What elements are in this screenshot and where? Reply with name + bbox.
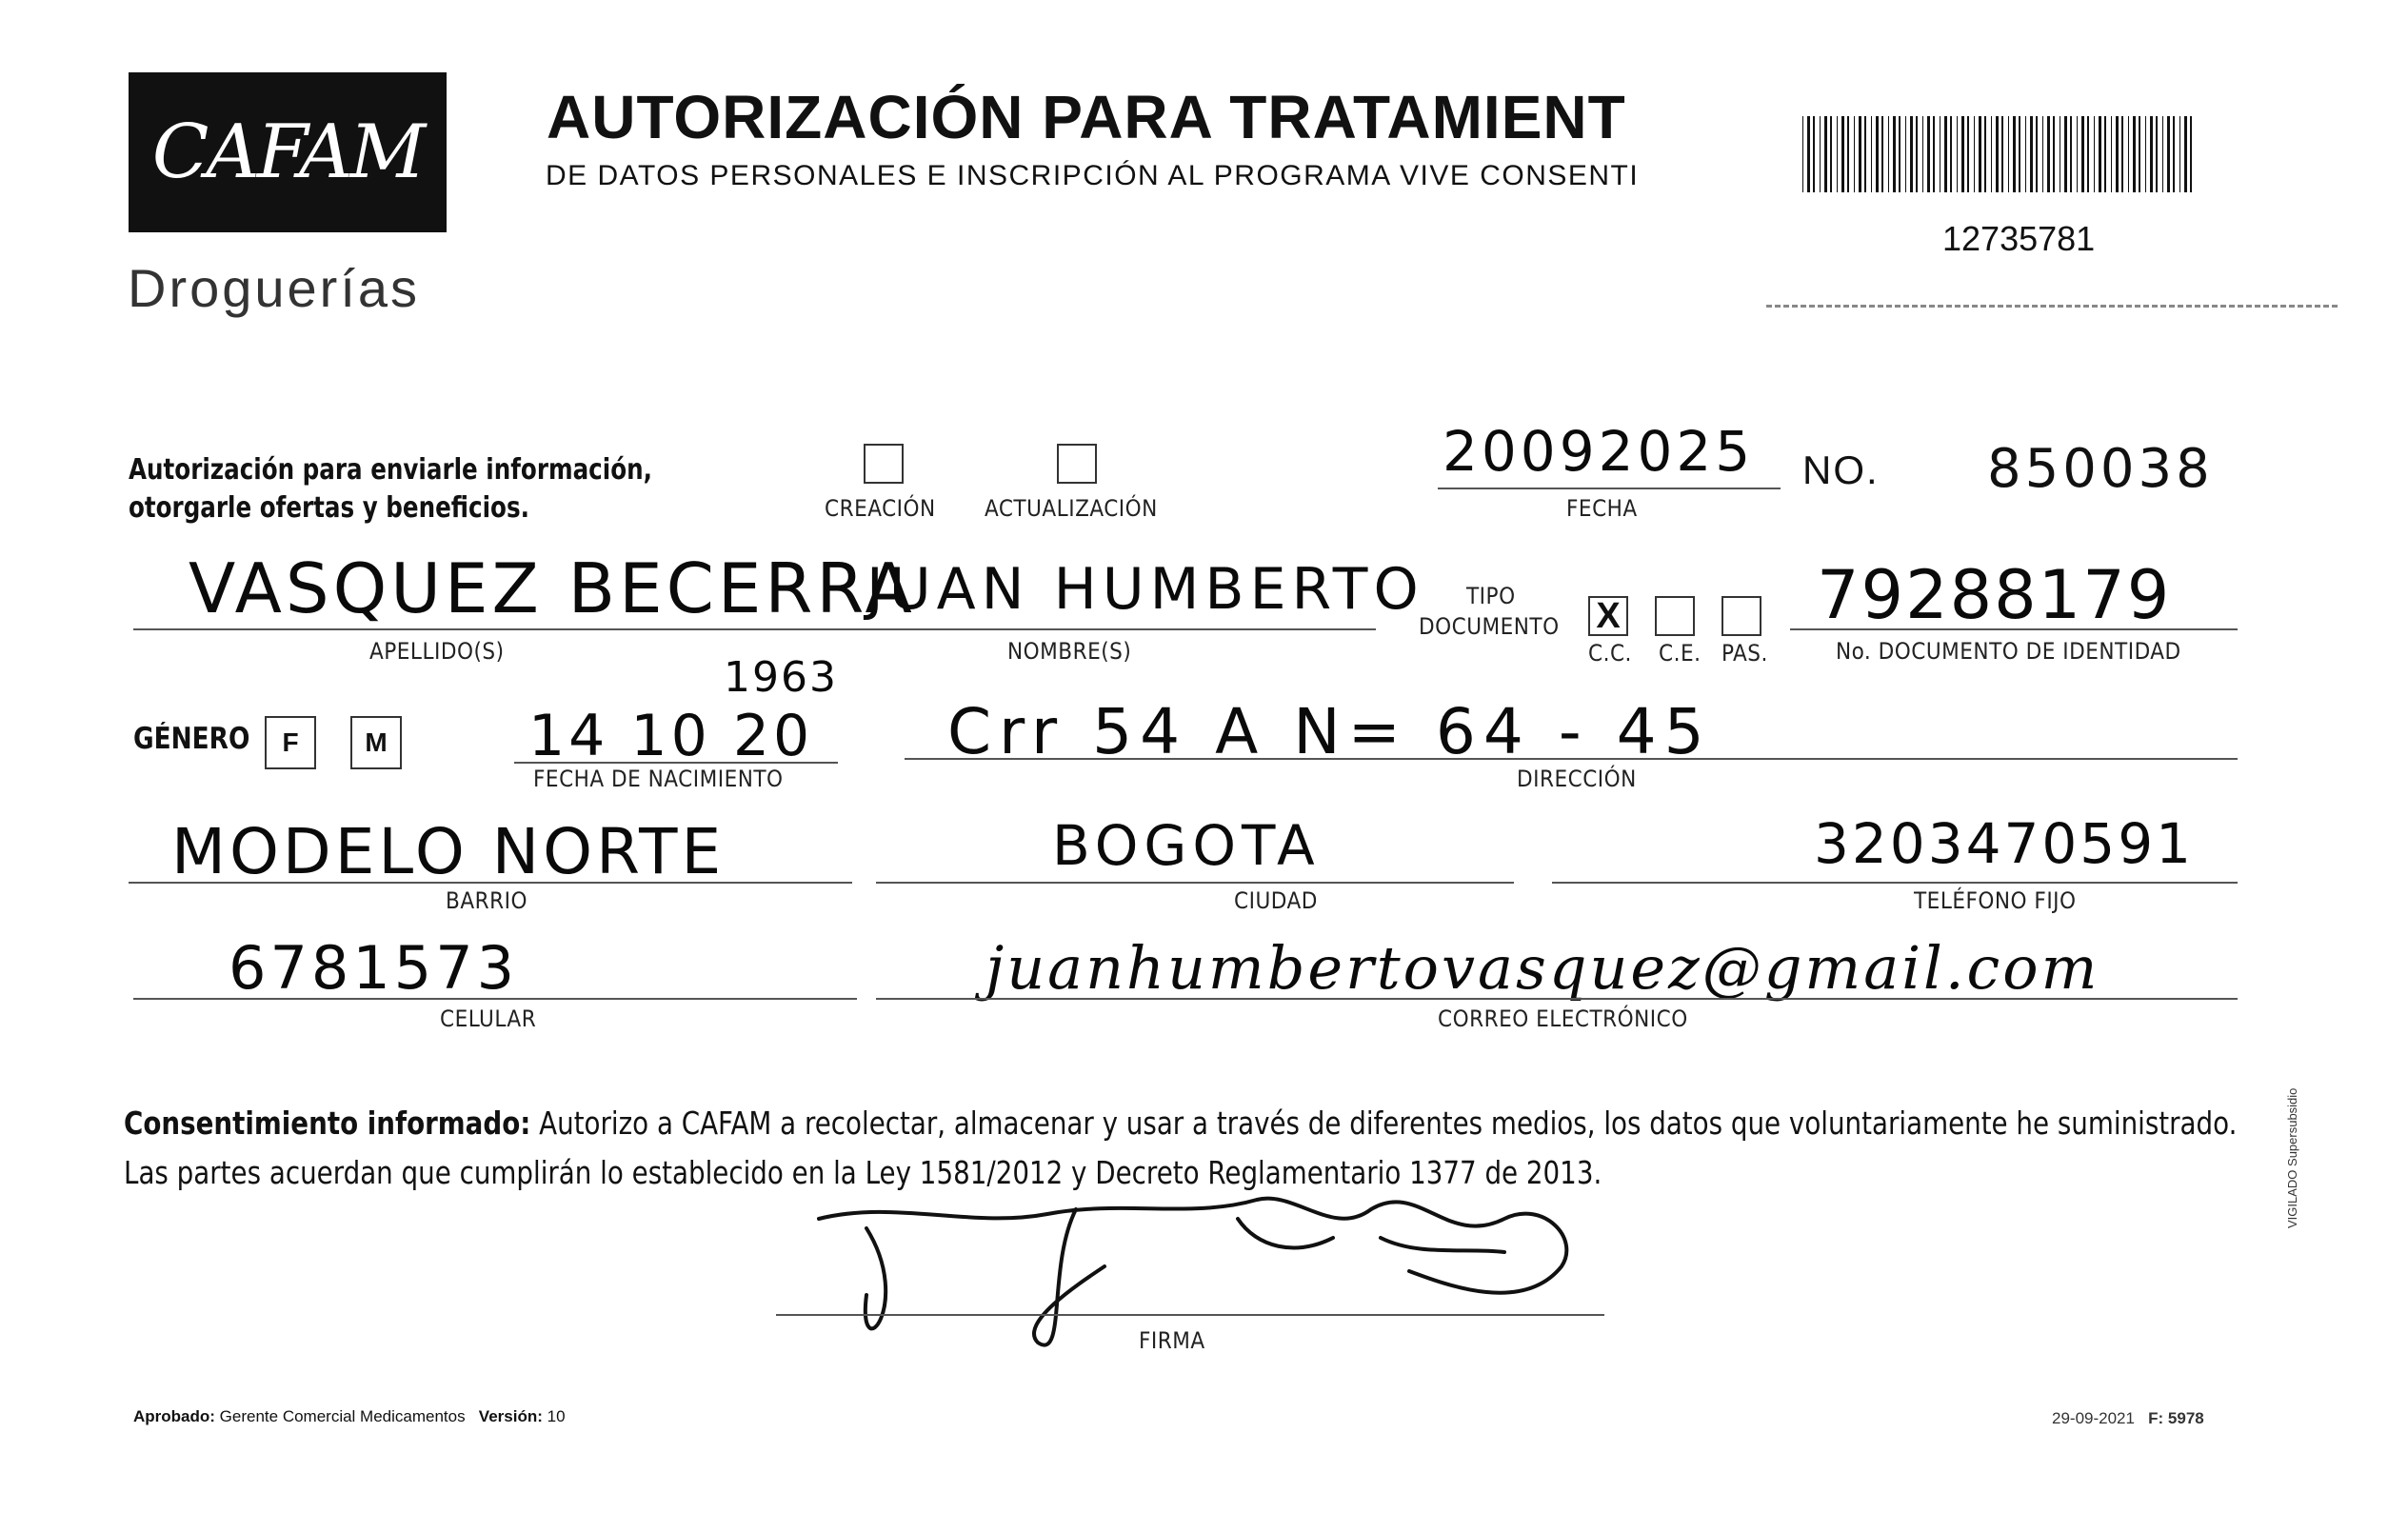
barcode <box>1802 116 2193 192</box>
celular-label: CELULAR <box>440 1005 537 1032</box>
barcode-bar <box>2179 116 2180 192</box>
gender-f-box[interactable] <box>265 716 316 769</box>
barcode-bar <box>1899 116 1901 192</box>
address-label: DIRECCIÓN <box>1517 766 1637 792</box>
footer-date: 29-09-2021 <box>2052 1409 2135 1427</box>
barrio-line <box>129 882 852 884</box>
apellidos-line <box>133 628 857 630</box>
consent-body-1: Autorizo a CAFAM a recolectar, almacenar y usar a través de diferentes medios, los datos que voluntariamente he suministrado. <box>530 1105 2238 1142</box>
barcode-bar <box>1820 116 1821 192</box>
version-value: 10 <box>547 1407 566 1425</box>
barcode-bar <box>1841 116 1844 192</box>
barcode-bar <box>1813 116 1815 192</box>
barcode-bar <box>2104 116 2106 192</box>
barcode-bar <box>1905 116 1906 192</box>
barcode-bar <box>1957 116 1958 192</box>
barcode-bar <box>2008 116 2009 192</box>
barcode-bar <box>2116 116 2119 192</box>
cc-mark: X <box>1596 595 1621 636</box>
barcode-bar <box>1854 116 1855 192</box>
dashed-divider <box>1766 305 2338 308</box>
firma-label: FIRMA <box>1139 1327 1205 1354</box>
ciudad-value[interactable]: BOGOTA <box>1052 813 1321 878</box>
footer-approval <box>133 1407 566 1426</box>
consent-lead: Consentimiento informado: <box>124 1105 531 1142</box>
pas-label: PAS. <box>1721 640 1768 667</box>
barcode-bar <box>2133 116 2136 192</box>
celular-value[interactable]: 6781573 <box>229 933 519 1003</box>
cafam-logo <box>129 72 447 232</box>
auth-text-line-1: Autorización para enviarle información, <box>129 453 652 487</box>
barcode-bar <box>1979 116 1981 192</box>
creacion-label: CREACIÓN <box>825 495 936 522</box>
ciudad-label: CIUDAD <box>1234 887 1318 914</box>
barcode-bar <box>1807 116 1810 192</box>
aprobado-value: Gerente Comercial Medicamentos <box>219 1407 466 1425</box>
ce-label: C.E. <box>1659 640 1702 667</box>
barcode-bar <box>1927 116 1930 192</box>
barcode-bar <box>2099 116 2101 192</box>
logo-text: CAFAM <box>151 109 424 195</box>
tipo-doc-label-2: DOCUMENTO <box>1419 613 1560 640</box>
barcode-bar <box>1802 116 1803 192</box>
nombres-line <box>857 628 1376 630</box>
barcode-bar <box>2094 116 2095 192</box>
barcode-bar <box>1881 116 1883 192</box>
correo-label: CORREO ELECTRÓNICO <box>1438 1005 1688 1032</box>
gender-m-box[interactable] <box>350 716 402 769</box>
doc-number-value[interactable]: 79288179 <box>1817 556 2172 634</box>
aprobado-label: Aprobado: <box>133 1407 215 1425</box>
apellidos-value[interactable]: VASQUEZ BECERRA <box>189 548 916 628</box>
correo-line <box>876 998 2238 1000</box>
barrio-value[interactable]: MODELO NORTE <box>171 815 726 888</box>
vigilado-text: VIGILADO Supersubsidio <box>2285 1087 2299 1228</box>
firma-line <box>776 1314 1604 1316</box>
birth-label: FECHA DE NACIMIENTO <box>533 766 784 792</box>
barcode-bar <box>2167 116 2170 192</box>
barcode-bar <box>2047 116 2050 192</box>
actualizacion-checkbox[interactable] <box>1057 444 1097 484</box>
barcode-bar <box>1944 116 1947 192</box>
no-label: NO. <box>1802 448 1880 492</box>
telefono-line <box>1552 882 2238 884</box>
gender-f-label: F <box>282 727 299 757</box>
address-line <box>905 758 2238 760</box>
tipo-doc-label-1: TIPO <box>1466 583 1516 609</box>
barcode-number: 12735781 <box>1942 219 2096 258</box>
consent-text-line-2: Las partes acuerdan que cumplirán lo establecido en la Ley 1581/2012 y Decreto Reglamentario 1377 de 2013. <box>124 1154 1602 1191</box>
brand-subtitle: Droguerías <box>128 258 421 318</box>
barcode-bar <box>1967 116 1969 192</box>
telefono-value[interactable]: 3203470591 <box>1814 811 2195 876</box>
celular-line <box>133 998 857 1000</box>
cc-label: C.C. <box>1588 640 1632 667</box>
barcode-bar <box>2111 116 2112 192</box>
barcode-bar <box>1933 116 1935 192</box>
barcode-bar <box>1888 116 1889 192</box>
barcode-bar <box>2087 116 2089 192</box>
barcode-bar <box>2128 116 2129 192</box>
barcode-bar <box>2030 116 2033 192</box>
gender-m-label: M <box>365 727 388 757</box>
apellidos-label: APELLIDO(S) <box>369 638 505 665</box>
barcode-bar <box>1830 116 1832 192</box>
barcode-bar <box>1991 116 1992 192</box>
barcode-bar <box>2042 116 2043 192</box>
barcode-bar <box>1859 116 1861 192</box>
barcode-bar <box>1950 116 1952 192</box>
nombres-value[interactable]: JUAN HUMBERTO <box>866 556 1424 623</box>
barcode-bar <box>1910 116 1913 192</box>
nombres-label: NOMBRE(S) <box>1007 638 1132 665</box>
doc-number-label: No. DOCUMENTO DE IDENTIDAD <box>1836 638 2181 665</box>
footer-code <box>2052 1409 2204 1428</box>
barcode-bar <box>2121 116 2123 192</box>
barcode-bar <box>1893 116 1896 192</box>
barcode-bar <box>2139 116 2140 192</box>
barcode-bar <box>2025 116 2026 192</box>
barcode-bar <box>1984 116 1986 192</box>
barcode-bar <box>2036 116 2038 192</box>
telefono-label: TELÉFONO FIJO <box>1914 887 2077 914</box>
barcode-bar <box>2156 116 2158 192</box>
cc-checkbox[interactable] <box>1588 596 1628 636</box>
barcode-bar <box>1961 116 1964 192</box>
barcode-bar <box>2081 116 2084 192</box>
barcode-bar <box>1996 116 1999 192</box>
barcode-bar <box>2150 116 2153 192</box>
barcode-bar <box>1837 116 1838 192</box>
barcode-bar <box>2019 116 2020 192</box>
form-number: 850038 <box>1987 438 2214 500</box>
fecha-line <box>1438 488 1781 489</box>
fecha-value[interactable]: 20092025 <box>1443 419 1755 484</box>
doc-number-line <box>1790 628 2238 630</box>
barrio-label: BARRIO <box>446 887 527 914</box>
consent-text-line-1 <box>124 1105 2237 1142</box>
auth-text-line-2: otorgarle ofertas y beneficios. <box>129 491 529 525</box>
actualizacion-label: ACTUALIZACIÓN <box>985 495 1158 522</box>
form-title: AUTORIZACIÓN PARA TRATAMIENT <box>547 83 1626 151</box>
barcode-bar <box>1974 116 1975 192</box>
address-value[interactable]: Crr 54 A N= 64 - 45 <box>947 695 1712 768</box>
creacion-checkbox[interactable] <box>864 444 904 484</box>
barcode-bar <box>2013 116 2016 192</box>
barcode-bar <box>2001 116 2003 192</box>
correo-value[interactable]: juanhumbertovasquez@gmail.com <box>985 933 2100 1003</box>
barcode-bar <box>2064 116 2067 192</box>
pas-checkbox[interactable] <box>1721 596 1761 636</box>
barcode-bar <box>1922 116 1923 192</box>
genero-label: GÉNERO <box>133 722 250 756</box>
barcode-bar <box>2145 116 2146 192</box>
birth-date-value[interactable]: 14 10 20 <box>528 703 814 769</box>
barcode-bar <box>1847 116 1849 192</box>
birth-line <box>514 762 838 764</box>
barcode-bar <box>1824 116 1827 192</box>
form-subtitle: DE DATOS PERSONALES E INSCRIPCIÓN AL PROGRAMA VIVE CONSENTI <box>546 160 1640 191</box>
barcode-bar <box>2184 116 2187 192</box>
barcode-bar <box>2162 116 2163 192</box>
version-label: Versión: <box>478 1407 543 1425</box>
ciudad-line <box>876 882 1514 884</box>
barcode-bar <box>1916 116 1918 192</box>
barcode-bar <box>1871 116 1872 192</box>
fecha-label: FECHA <box>1566 495 1638 522</box>
footer-f-code: F: 5978 <box>2148 1409 2204 1427</box>
barcode-bar <box>2053 116 2055 192</box>
barcode-bar <box>2070 116 2072 192</box>
ce-checkbox[interactable] <box>1655 596 1695 636</box>
barcode-bar <box>1864 116 1866 192</box>
barcode-bar <box>2190 116 2192 192</box>
barcode-bar <box>1876 116 1879 192</box>
barcode-bar <box>2077 116 2078 192</box>
barcode-bar <box>2173 116 2175 192</box>
birth-year-value[interactable]: 1963 <box>724 653 838 702</box>
